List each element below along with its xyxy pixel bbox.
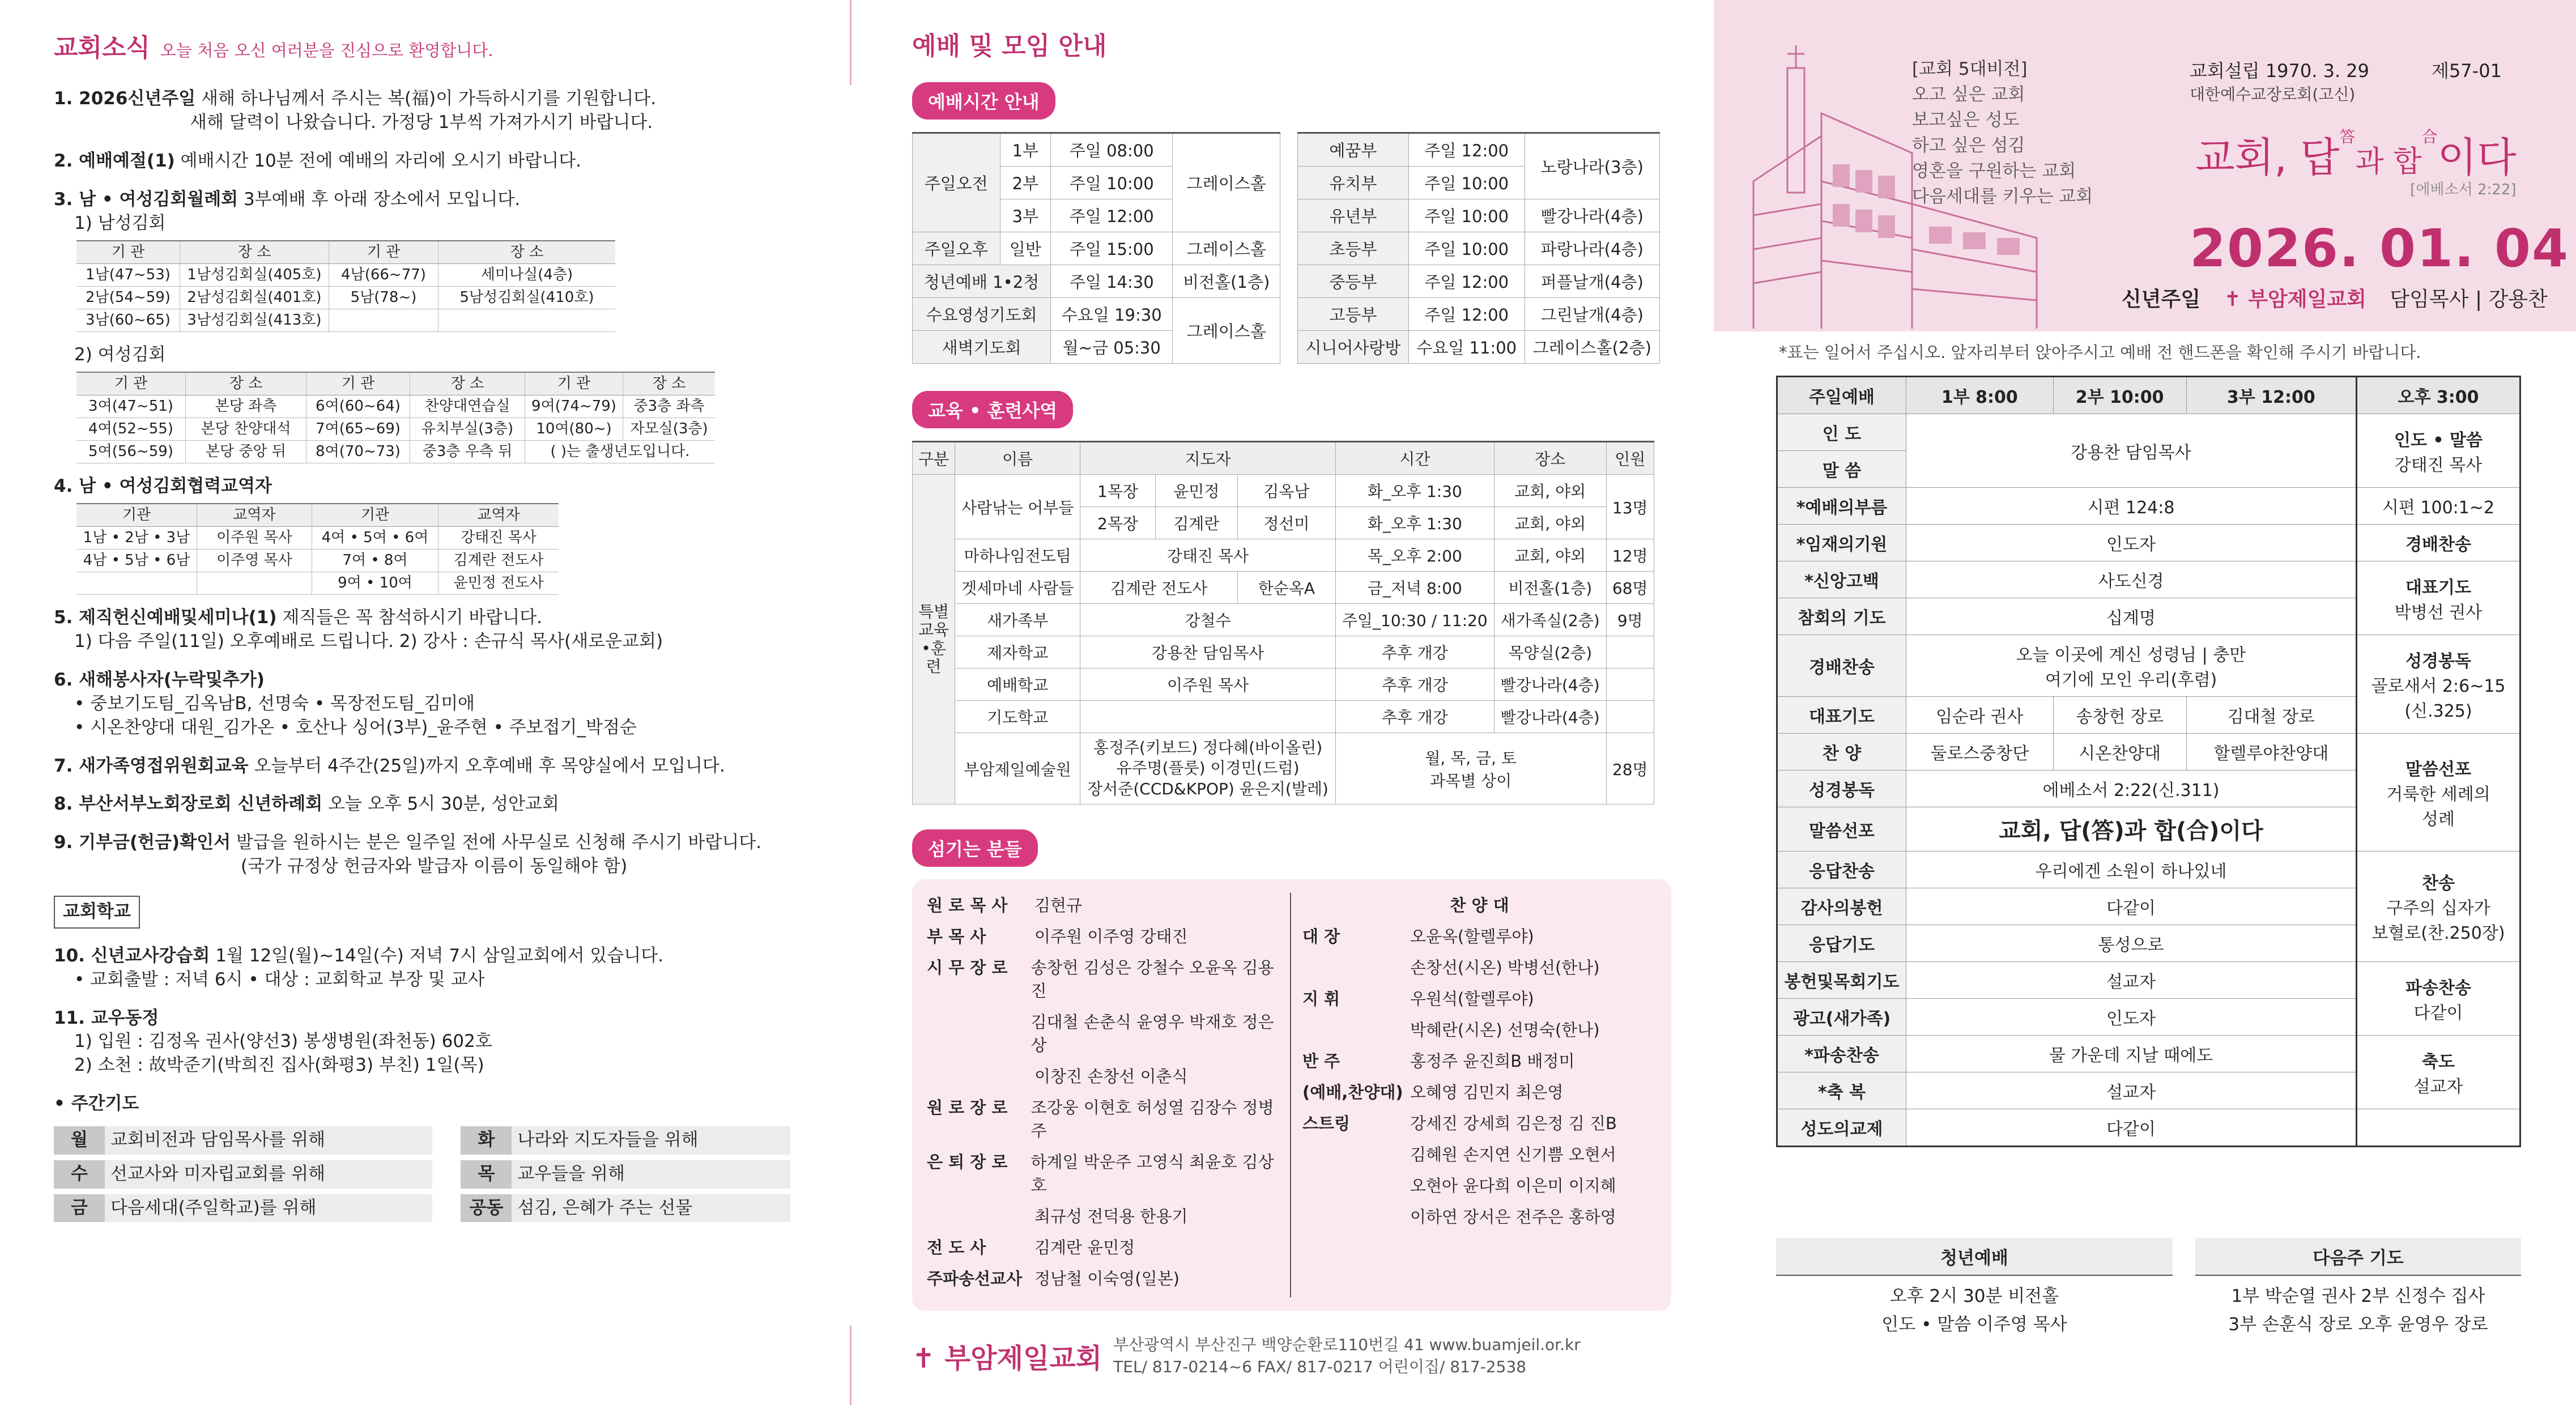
worship-info-panel (850, 0, 1714, 1405)
table-row: 응답찬송 우리에겐 소원이 하나있네 찬송 구주의 십자가 보혈로(찬.250장) (1777, 851, 2520, 888)
table-row: *파송찬송 물 가운데 지날 때에도 축도 설교자 (1777, 1036, 2520, 1072)
servants-left (927, 893, 1291, 1297)
table-row: 겟세마네 사람들 김계란 전도사 한순옥A 금_저녁 8:00 비전홀(1층) 68명 (913, 572, 1654, 604)
bulletin-date: 2026. 01. 04 (2190, 218, 2570, 279)
women-group-label: 2) 여성김회 (74, 344, 166, 365)
annual-theme: 교회, 답$^答$과 합$^合$이다 [에베소서 2:22] (2195, 127, 2517, 198)
servants-pill: 섬기는 분들 (912, 829, 1038, 867)
table-row: 예배학교 이주원 목사 추후 개강 빨강나라(4층) (913, 669, 1654, 701)
next-week-prayer-box: 다음주 기도 1부 박순열 권사 2부 신정수 집사 3부 손훈식 장로 오후 윤영우 장로 (2195, 1238, 2521, 1346)
list-item: 반 주 홍정주 윤진희B 배정미 (1302, 1051, 1575, 1071)
table-row: 감사의봉헌 다같이 (1777, 888, 2520, 925)
table-row: 2목장 김계란 정선미 화_오후 1:30 교회, 야외 (913, 507, 1654, 539)
table-row: 4남 • 5남 • 6남 이주영 목사 7여 • 8여 김계란 전도사 (76, 550, 559, 572)
table-row: 고등부 주일 12:00 그린날개(4층) (1298, 298, 1660, 331)
table-row: 주일오후 일반 주일 15:00 그레이스홀 (913, 232, 1280, 265)
table-row: 유치부 주일 10:00 (1298, 167, 1660, 199)
table-row: 인 도 강용찬 담임목사 인도 • 말씀 강태진 목사 (1777, 414, 2520, 451)
list-item: 이하연 장서은 전주은 홍하영 (1410, 1207, 1616, 1227)
table-row: *임재의기원 인도자 경배찬송 (1777, 525, 2520, 561)
news-item-4: 4. 남 • 여성김회협력교역자 (54, 476, 272, 497)
men-group-table: 기 관 장 소 기 관 장 소 1남(47~53) 1남성김회실(405호) 4남(66~77) 세미나실(4층) 2남(54~59) 2남성김회실(401호) 5남(78~) 5남성김회실(410호) 3남(60~65) 3남성김회실(413호) (76, 240, 615, 332)
table-row: *축 복 설교자 (1777, 1072, 2520, 1109)
list-item: 시 무 장 로 송창헌 김성은 강철수 오윤옥 김용진 (927, 958, 1274, 1001)
education-pill: 교육 • 훈련사역 (912, 391, 1073, 428)
women-group-table: 기 관 장 소 기 관 장 소 기 관 장 소 3여(47~51) 본당 좌측 6여(60~64) 찬양대연습실 9여(74~79) 중3층 좌측 4여(52~55) 본당 찬양대석 7여(65~69) 유치부실(3층) 10여(80~) 자모실(3층) 5여(56~59) 본당 중앙 뒤 8여(70~73) 중3층 우측 뒤 ( )는 출생년도입니다. (76, 372, 715, 463)
servants-right (1302, 893, 1657, 1297)
table-row: 중등부 주일 12:00 퍼플날개(4층) (1298, 265, 1660, 298)
table-row: 특별교육•훈련 사람낚는 어부들 1목장 윤민정 김옥남 화_오후 1:30 교회, 야외 13명 (913, 475, 1654, 507)
list-item: (예배,찬양대) 오혜영 김민지 최은영 (1302, 1083, 1564, 1102)
choir-title: 찬 양 대 (1450, 896, 1509, 916)
cross-icon: ✝ (912, 1342, 935, 1374)
table-row: 5여(56~59) 본당 중앙 뒤 8여(70~73) 중3층 우측 뒤 ( )는 출생년도입니다. (76, 441, 715, 463)
table-row: 1남(47~53) 1남성김회실(405호) 4남(66~77) 세미나실(4층) (76, 263, 615, 286)
table-row: 주일예배 1부 8:00 2부 10:00 3부 12:00 오후 3:00 (1777, 377, 2520, 414)
list-item: 주파송선교사 정남철 이숙영(일본) (927, 1269, 1180, 1289)
list-item: 스트링 강세진 강세희 김은정 김 진B (1302, 1114, 1617, 1134)
table-row: *신앙고백 사도신경 대표기도 박병선 권사 (1777, 561, 2520, 598)
news-item-11: 11. 교우동정 1) 입원 : 김정옥 권사(양선3) 봉생병원(좌천동) 602호 2) 소천 : 故박준기(박희진 집사(화평3) 부친) 1일(목) (54, 1007, 492, 1076)
coop-minister-table: 기관 교역자 기관 교역자 1남 • 2남 • 3남 이주원 목사 4여 • 5여 • 6여 강태진 목사 4남 • 5남 • 6남 이주영 목사 7여 • 8여 김계란 전도사 9여 • 10여 윤민정 전도사 (76, 503, 559, 595)
list-item: 원 로 목 사 김현규 (927, 896, 1083, 916)
table-row: 제자학교 강용찬 담임목사 추후 개강 목양실(2층) (913, 636, 1654, 669)
table-row: 수 선교사와 미자립교회를 위해 목 교우들을 위해 (54, 1160, 790, 1189)
worship-times-section (912, 132, 1671, 364)
table-row: 3남(60~65) 3남성김회실(413호) (76, 309, 615, 331)
table-row: 유년부 주일 10:00 빨강나라(4층) (1298, 199, 1660, 232)
table-row: 4여(52~55) 본당 찬양대석 7여(65~69) 유치부실(3층) 10여(80~) 자모실(3층) (76, 418, 715, 441)
list-item: 대 장 오윤옥(할렐루야) (1302, 927, 1534, 947)
list-item: 오현아 윤다희 이은미 이지혜 (1410, 1176, 1616, 1196)
table-row: 성도의교제 다같이 (1777, 1109, 2520, 1147)
table-row: *예배의부름 시편 124:8 시편 100:1~2 (1777, 488, 2520, 525)
weekly-prayer-title: • 주간기도 (54, 1093, 139, 1114)
list-item: 김혜원 손지연 신기쁨 오현서 (1410, 1145, 1616, 1165)
list-item: 전 도 사 김계란 윤민정 (927, 1238, 1135, 1258)
worship-info-title: 예배 및 모임 안내 (912, 32, 1107, 61)
youth-worship-box: 청년예배 오후 2시 30분 비전홀 인도 • 말씀 이주영 목사 (1776, 1238, 2173, 1346)
news-title: 교회소식 오늘 처음 오신 여러분을 진심으로 환영합니다. (54, 33, 493, 62)
table-row: 3여(47~51) 본당 좌측 6여(60~64) 찬양대연습실 9여(74~79) 중3층 좌측 (76, 395, 715, 418)
list-item: 이창진 손창선 이춘식 (1034, 1067, 1188, 1087)
news-subtitle: 오늘 처음 오신 여러분을 진심으로 환영합니다. (160, 41, 493, 60)
servants-box (912, 879, 1671, 1311)
list-item: 김대철 손춘식 윤영우 박재호 정은상 (1031, 1012, 1274, 1055)
cover-header (1714, 0, 2576, 331)
school-worship-table (1297, 132, 1660, 364)
news-item-5: 5. 제직헌신예배및세미나(1) 제직들은 꼭 참석하시기 바랍니다. 1) 다음 주일(11일) 오후예배로 드립니다. 2) 강사 : 손규식 목사(새로운교회) (54, 607, 663, 652)
bulletin-cover-panel (1714, 0, 2576, 1405)
table-row: 찬 양 둘로스중창단 시온찬양대 할렐루야찬양대 말씀선포 거룩한 세례의 성례 (1777, 734, 2520, 770)
order-of-worship-table (1776, 376, 2521, 1147)
worship-notice: *표는 일어서 주십시오. 앞자리부터 앉아주시고 예배 전 핸드폰을 확인해 주시기 바랍니다. (1779, 343, 2421, 362)
list-item: 부 목 사 이주원 이주영 강태진 (927, 927, 1188, 947)
denomination: 대한예수교장로회(고신) (2190, 85, 2356, 104)
news-item-1: 1. 2026신년주일 새해 하나님께서 주시는 복(福)이 가득하시기를 기원합니다. 새해 달력이 나왔습니다. 가정당 1부씩 가져가시기 바랍니다. (54, 88, 657, 133)
table-row: 주일오전 1부 주일 08:00 그레이스홀 (913, 133, 1280, 167)
church-footer (912, 1334, 1671, 1378)
worship-times-pill: 예배시간 안내 (912, 82, 1055, 120)
church-news-panel (0, 0, 850, 1405)
table-row: 월 교회비전과 담임목사를 위해 화 나라와 지도자들을 위해 (54, 1126, 790, 1155)
table-row: 경배찬송 오늘 이곳에 계신 성령님 | 충만 여기에 모인 우리(후렴) 성경봉독 골로새서 2:6~15 (신.325) (1777, 635, 2520, 697)
list-item: 최규성 전덕용 한용기 (1034, 1207, 1188, 1227)
adult-worship-table (912, 132, 1280, 364)
table-row: 시니어사랑방 수요일 11:00 그레이스홀(2층) (1298, 331, 1660, 364)
list-item: 손창선(시온) 박병선(한나) (1410, 958, 1600, 978)
table-row: 3부 주일 12:00 (913, 199, 1280, 232)
church-address: 부산광역시 부산진구 백양순환로110번길 41 www.buamjeil.or.kr TEL/ 817-0214~6 FAX/ 817-0217 어린이집/ 817-2538 (1113, 1335, 1581, 1377)
establishment-info: 교회설립 1970. 3. 29 제57-01 (2190, 60, 2502, 82)
table-row: 광고(새가족) 인도자 (1777, 999, 2520, 1036)
table-row: 금 다음세대(주일학교)를 위해 공동 섬김, 은혜가 주는 선물 (54, 1194, 790, 1223)
news-item-8: 8. 부산서부노회장로회 신년하례회 오늘 오후 5시 30분, 성안교회 (54, 794, 559, 815)
table-row: 말씀선포 교회, 답(答)과 합(合)이다 (1777, 807, 2520, 851)
education-table: 구분 이름 지도자 시간 장소 인원 특별교육•훈련 사람낚는 어부들 1목장 윤민정 김옥남 화_오후 1:30 교회, 야외 13명 2목장 김계란 정선미 화_오후 1:30 교회, 야외 마하나임전도팀 강태진 목사 목_오후 2:00 교회, 야외 12명 겟세마네 사람들 김계란 전도사 한순옥A 금_저녁 8:00 비전홀(1층) 68명 새가족부 강철수 주일_10:30 / 11:20 새가족실(2층) 9명 제자학교 강용찬 담임목사 추후 개강 목양실(2층) 예배학교 이주원 목사 추후 개강 빨강나라(4층) 기도학교 추후 개강 빨강나라(4층) 부암제일예술원 홍정주(키보드) 정다혜(바이올린) 유주명(플룻) 이경민(드럼) 장서준(CCD&KPOP) 윤은지(발레) 월, 목, 금, 토 과목별 상이 28명 (912, 441, 1654, 804)
table-row: 예꿈부 주일 12:00 노랑나라(3층) (1298, 133, 1660, 167)
church-school-label: 교회학교 (54, 896, 140, 929)
church-vision: [교회 5대비전] 오고 싶은 교회 보고싶은 성도 하고 싶은 섬김 영혼을 구원하는 교회 다음세대를 키우는 교회 (1912, 59, 2093, 207)
list-item: 박혜란(시온) 선명숙(한나) (1410, 1020, 1600, 1040)
list-item: 지 휘 우원석(할렐루야) (1302, 989, 1534, 1009)
table-row: 응답기도 통성으로 (1777, 925, 2520, 962)
table-row: 초등부 주일 10:00 파랑나라(4층) (1298, 232, 1660, 265)
table-row: 2부 주일 10:00 (913, 167, 1280, 199)
table-row: 새벽기도회 월~금 05:30 (913, 331, 1280, 364)
list-item: 은 퇴 장 로 하계일 박운주 고영식 최윤호 김상호 (927, 1152, 1274, 1195)
table-row: 새가족부 강철수 주일_10:30 / 11:20 새가족실(2층) 9명 (913, 604, 1654, 636)
table-row: 봉헌및목회기도 설교자 파송찬송 다같이 (1777, 962, 2520, 999)
news-item-6: 6. 새해봉사자(누락및추가) • 중보기도팀_김옥남B, 선명숙 • 목장전도팀_김미애 • 시온찬양대 대원_김가온 • 호산나 싱어(3부)_윤주현 • 주보접기_박점순 (54, 670, 637, 738)
news-item-7: 7. 새가족영접위원회교육 오늘부터 4주간(25일)까지 오후예배 후 목양실에서 모입니다. (54, 755, 725, 776)
table-row: 말 씀 (1777, 451, 2520, 488)
table-row: 9여 • 10여 윤민정 전도사 (76, 572, 559, 595)
cross-icon: ✝ (2224, 288, 2241, 311)
list-item: 원 로 장 로 조강웅 이현호 허성열 김장수 정병주 (927, 1098, 1274, 1141)
table-row: 성경봉독 에베소서 2:22(신.311) (1777, 770, 2520, 807)
table-row: 마하나임전도팀 강태진 목사 목_오후 2:00 교회, 야외 12명 (913, 539, 1654, 572)
table-row: 대표기도 임순라 권사 송창헌 장로 김대철 장로 (1777, 697, 2520, 734)
table-row: 수요영성기도회 수요일 19:30 그레이스홀 (913, 298, 1280, 331)
weekly-prayer-table (54, 1121, 790, 1228)
news-item-2: 2. 예배예절(1) 예배시간 10분 전에 예배의 자리에 오시기 바랍니다. (54, 151, 582, 172)
table-row: 2남(54~59) 2남성김회실(401호) 5남(78~) 5남성김회실(410호) (76, 286, 615, 309)
news-item-10: 10. 신년교사강습회 1월 12일(월)~14일(수) 저녁 7시 삼일교회에서 있습니다. • 교회출발 : 저녁 6시 • 대상 : 교회학교 부장 및 교사 (54, 945, 664, 990)
table-row: 청년예배 1•2청 주일 14:30 비전홀(1층) (913, 265, 1280, 298)
cover-bottom-line: 신년주일 ✝ 부암제일교회 담임목사 | 강용찬 (2122, 288, 2548, 311)
table-row: 참회의 기도 십계명 (1777, 598, 2520, 635)
table-row: 부암제일예술원 홍정주(키보드) 정다혜(바이올린) 유주명(플룻) 이경민(드럼) 장서준(CCD&KPOP) 윤은지(발레) 월, 목, 금, 토 과목별 상이 28명 (913, 733, 1654, 804)
church-logo: ✝ 부암제일교회 (912, 1342, 1102, 1374)
news-item-9: 9. 기부금(헌금)확인서 발급을 원하시는 분은 일주일 전에 사무실로 신청해 주시기 바랍니다. (국가 규정상 헌금자와 발급자 이름이 동일해야 함) (54, 832, 762, 877)
news-item-3: 3. 남 • 여성김회월례회 3부예배 후 아래 장소에서 모입니다. 1) 남성김회 (54, 189, 521, 233)
table-row: 기도학교 추후 개강 빨강나라(4층) (913, 701, 1654, 733)
table-row: 1남 • 2남 • 3남 이주원 목사 4여 • 5여 • 6여 강태진 목사 (76, 527, 559, 550)
